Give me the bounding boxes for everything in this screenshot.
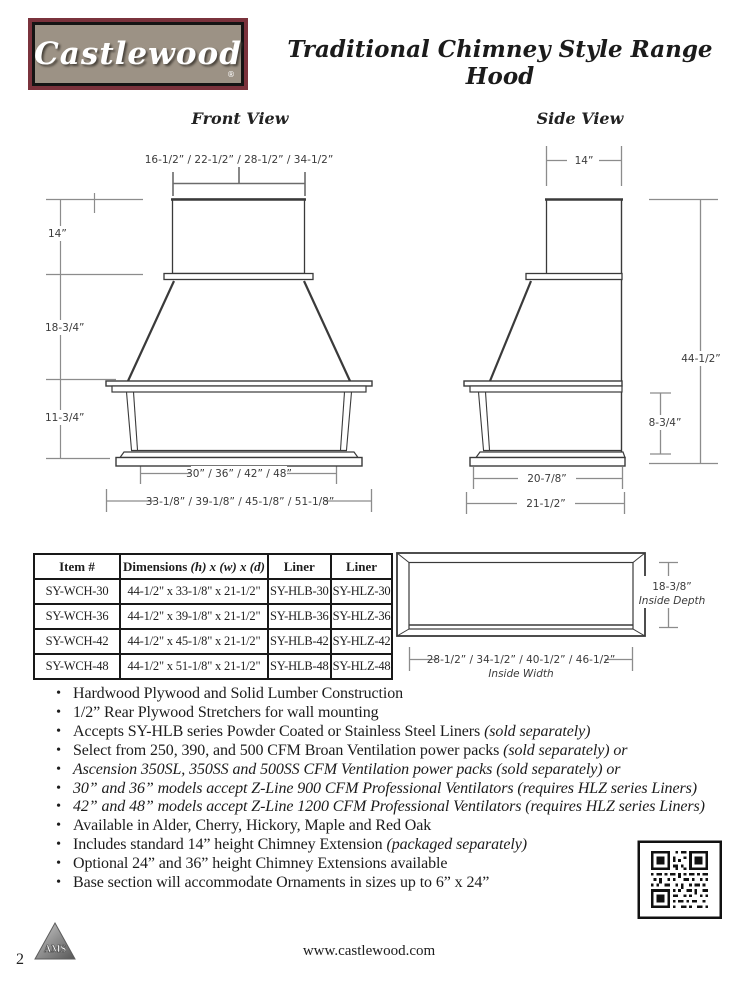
inside-width-label: Inside Width (488, 668, 554, 680)
table-row: SY-WCH-48 44-1/2" x 51-1/8" x 21-1/2" SY-HLB-48 SY-HLZ-48 (34, 654, 392, 679)
table-row: SY-WCH-42 44-1/2" x 45-1/8" x 21-1/2" SY-HLB-42 SY-HLZ-42 (34, 629, 392, 654)
feature-item: • 30” and 36” models accept Z-Line 900 CFM Professional Ventilators (requires HLZ series Liners) (40, 780, 716, 799)
table-row: SY-WCH-30 44-1/2" x 33-1/8" x 21-1/2" SY-HLB-30 SY-HLZ-30 (34, 579, 392, 604)
feature-item: • Optional 24” and 36” height Chimney Extensions available (40, 855, 716, 874)
bullet-icon: • (56, 723, 61, 739)
bullet-icon: • (56, 704, 61, 720)
website-link: www.castlewood.com (302, 943, 436, 959)
side-base-height-label: 8-3/4” (648, 417, 682, 429)
feature-item: • Available in Alder, Cherry, Hickory, Maple and Red Oak (40, 817, 716, 836)
ams-logo-text: AMS (43, 944, 67, 955)
page-title: Traditional Chimney Style Range Hood (287, 36, 713, 90)
front-view-drawing (42, 154, 372, 512)
side-depth-label: 14” (574, 155, 594, 167)
inside-depth-value: 18-3/8” (652, 581, 692, 593)
inside-width-value: 28-1/2” / 34-1/2” / 40-1/2” / 46-1/2” (426, 654, 616, 666)
registered-mark: ® (227, 70, 235, 79)
front-base-height-label: 11-3/4” (45, 412, 85, 424)
bullet-icon: • (56, 837, 61, 853)
bullet-icon: • (56, 761, 61, 777)
inside-view-drawing (390, 545, 738, 693)
inside-depth-label: Inside Depth (638, 595, 706, 607)
feature-item: • Base section will accommodate Ornaments in sizes up to 6” x 24” (40, 874, 716, 893)
front-hood-height-label: 18-3/4” (45, 322, 85, 334)
front-overall-width-label: 33-1/8” / 39-1/8” / 45-1/8” / 51-1/8” (145, 496, 335, 508)
front-view-heading: Front View (191, 109, 289, 128)
col-header-liner1: Liner (268, 554, 331, 579)
front-base-width-label: 30” / 36” / 42” / 48” (186, 468, 292, 480)
bullet-icon: • (56, 799, 61, 815)
side-view-drawing (464, 146, 724, 514)
feature-item: • 1/2” Rear Plywood Stretchers for wall mounting (40, 704, 716, 723)
col-header-dimensions: Dimensions (h) x (w) x (d) (120, 554, 268, 579)
front-chimney-height-label: 14” (48, 228, 67, 240)
spec-table-header-row (34, 554, 392, 579)
bullet-icon: • (56, 686, 61, 701)
qr-code (637, 840, 722, 919)
table-row: SY-WCH-36 44-1/2" x 39-1/8" x 21-1/2" SY-HLB-36 SY-HLZ-36 (34, 604, 392, 629)
col-header-liner2: Liner (331, 554, 393, 579)
bullet-icon: • (56, 742, 61, 758)
side-overall-depth-label: 21-1/2” (526, 498, 566, 510)
side-view-heading: Side View (536, 109, 624, 128)
bullet-icon: • (56, 818, 61, 834)
side-overall-height-label: 44-1/2” (681, 353, 721, 365)
side-base-depth-label: 20-7/8” (527, 473, 567, 485)
feature-list (40, 685, 716, 893)
feature-item: • 42” and 48” models accept Z-Line 1200 CFM Professional Ventilators (requires HLZ series Liners) (40, 798, 716, 817)
bullet-icon: • (56, 780, 61, 796)
feature-item: • Hardwood Plywood and Solid Lumber Construction (40, 685, 716, 704)
front-top-width-label: 16-1/2” / 22-1/2” / 28-1/2” / 34-1/2” (144, 154, 334, 166)
feature-item: • Includes standard 14” height Chimney Extension (packaged separately) (40, 836, 716, 855)
spec-table (33, 553, 393, 680)
bullet-icon: • (56, 856, 61, 872)
col-header-item: Item # (34, 554, 120, 579)
feature-item: • Select from 250, 390, and 500 CFM Broan Ventilation power packs (sold separately) or (40, 742, 716, 761)
logo-wordmark: Castlewood (34, 36, 242, 72)
page-number: 2 (16, 951, 24, 968)
feature-item: • Accepts SY-HLB series Powder Coated or Stainless Steel Liners (sold separately) (40, 723, 716, 742)
feature-item: • Ascension 350SL, 350SS and 500SS CFM Ventilation power packs (sold separately) or (40, 761, 716, 780)
bullet-icon: • (56, 875, 61, 891)
